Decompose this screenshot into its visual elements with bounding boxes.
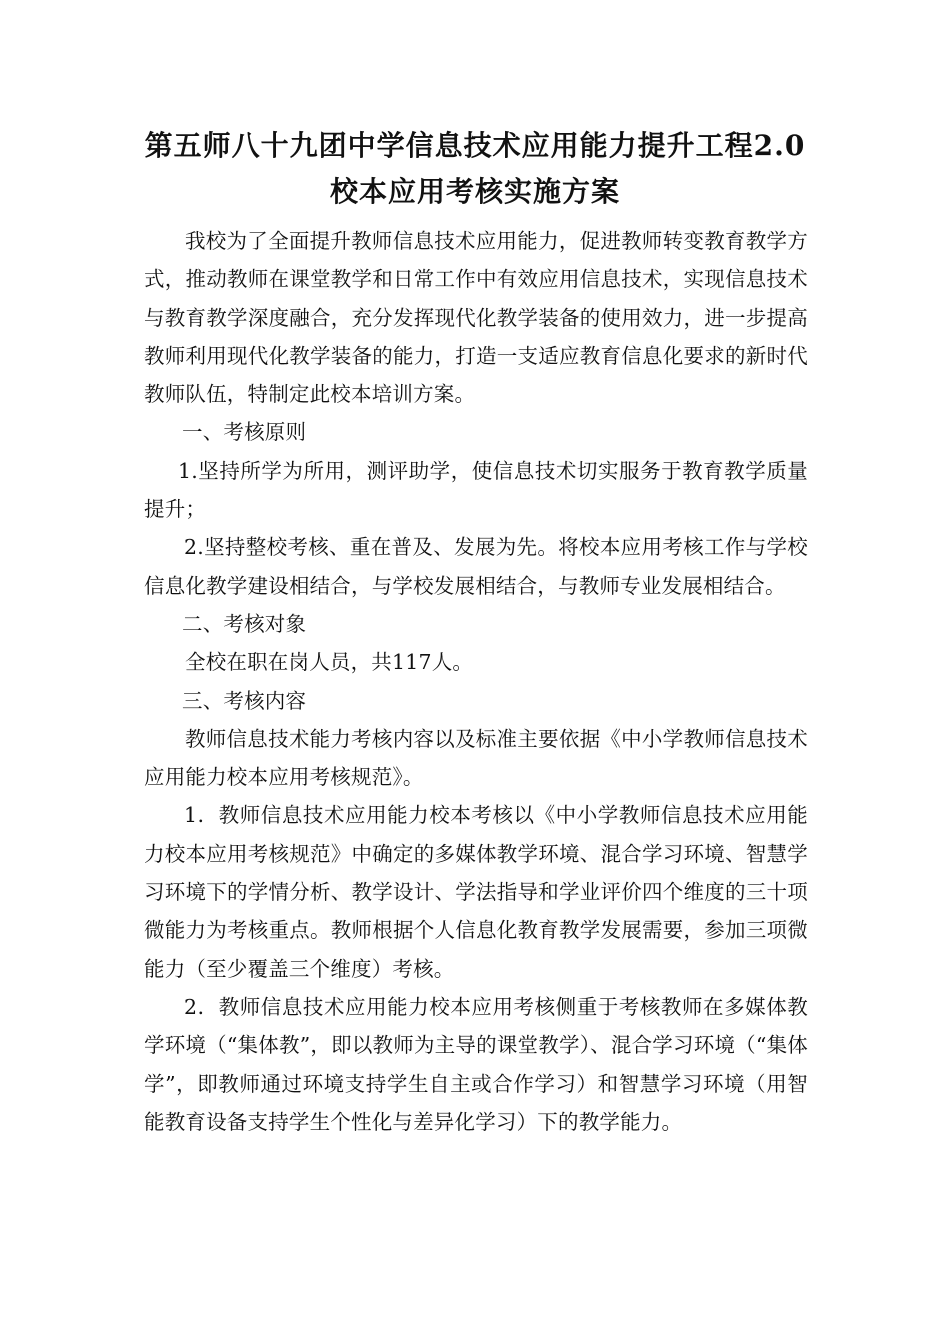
section-heading-content: 三、考核内容 <box>182 688 307 713</box>
content-paragraph: 教师信息技术能力考核内容以及标准主要依据《中小学教师信息技术应用能力校本应用考核规范》。 <box>144 726 808 790</box>
document-title-line1: 第五师八十九团中学信息技术应用能力提升工程2.0 <box>144 129 806 162</box>
document-body <box>144 222 808 1141</box>
targets-paragraph: 全校在职在岗人员，共117人。 <box>185 650 474 675</box>
document-title-line2: 校本应用考核实施方案 <box>329 175 620 208</box>
content-item-1: 1．教师信息技术应用能力校本考核以《中小学教师信息技术应用能力校本应用考核规范》中确定的多媒体教学环境、混合学习环境、智慧学习环境下的学情分析、教学设计、学法指导和学业评价四个维度的三十项微能力为考核重点。教师根据个人信息化教育教学发展需要，参加三项微能力（至少覆盖三个维度）考核。 <box>144 803 808 981</box>
section-heading-principles: 一、考核原则 <box>182 420 307 445</box>
intro-paragraph: 我校为了全面提升教师信息技术应用能力，促进教师转变教育教学方式，推动教师在课堂教学和日常工作中有效应用信息技术，实现信息技术与教育教学深度融合，充分发挥现代化教学装备的使用效力，进一步提高教师利用现代化教学装备的能力，打造一支适应教育信息化要求的新时代教师队伍，特制定此校本培训方案。 <box>144 229 808 407</box>
principle-item-2: 2.坚持整校考核、重在普及、发展为先。将校本应用考核工作与学校信息化教学建设相结合，与学校发展相结合，与教师专业发展相结合。 <box>144 535 808 598</box>
principle-item-1: 1.坚持所学为所用，测评助学，使信息技术切实服务于教育教学质量提升； <box>144 458 808 522</box>
section-heading-targets: 二、考核对象 <box>182 611 307 636</box>
content-item-2: 2．教师信息技术应用能力校本应用考核侧重于考核教师在多媒体教学环境（“集体教”，即以教师为主导的课堂教学）、混合学习环境（“集体学”，即教师通过环境支持学生自主或合作学习）和智慧学习环境（用智能教育设备支持学生个性化与差异化学习）下的教学能力。 <box>144 994 808 1134</box>
